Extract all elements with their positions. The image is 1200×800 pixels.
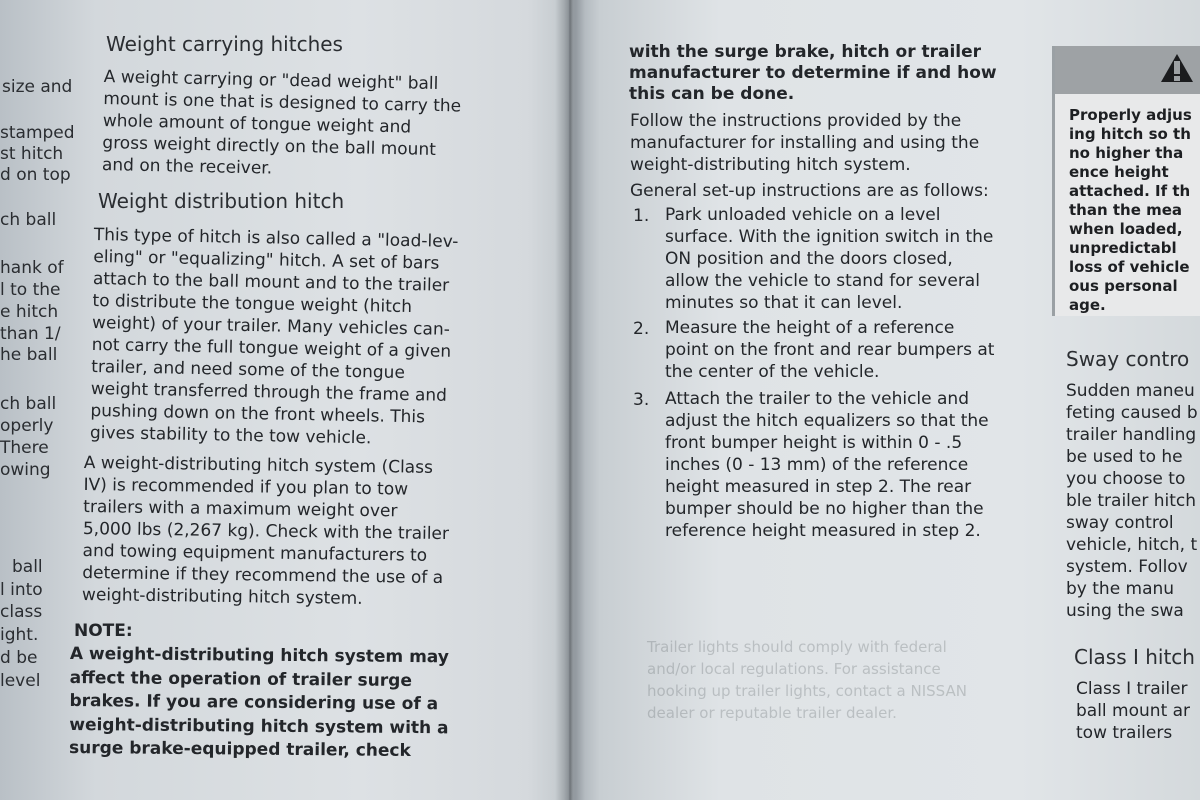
text-line: and/or local regulations. For assistance: [647, 660, 941, 678]
text-line: tow trailers: [1076, 723, 1173, 743]
step-number: 2.: [633, 319, 650, 339]
margin-fragment: stamped: [0, 123, 75, 143]
text-line: 5,000 lbs (2,267 kg). Check with the trailer: [82, 518, 450, 545]
text-line: surface. With the ignition switch in the: [665, 227, 994, 247]
text-line: height measured in step 2. The rear: [665, 477, 972, 497]
text-line: adjust the hitch equalizers so that the: [665, 411, 989, 431]
text-line: inches (0 - 13 mm) of the reference: [665, 455, 969, 475]
step-number: 1.: [633, 206, 650, 226]
text-line: Measure the height of a reference: [665, 318, 955, 338]
text-line: whole amount of tongue weight and: [102, 110, 412, 138]
text-line: A weight-distributing hitch system (Class: [83, 452, 434, 478]
text-line: weight-distributing hitch system.: [630, 155, 911, 175]
margin-fragment: than 1/: [0, 324, 61, 344]
text-line: Class I trailer: [1076, 679, 1188, 699]
warning-box: [1052, 46, 1200, 316]
text-line: loss of vehicle: [1069, 258, 1190, 276]
text-line: the center of the vehicle.: [665, 362, 880, 382]
text-line: bumper should be no higher than the: [665, 499, 984, 519]
step-text: [665, 317, 994, 383]
text-line: sway control: [1066, 513, 1174, 533]
margin-fragment: d on top: [0, 165, 71, 185]
text-line: no higher tha: [1069, 144, 1184, 162]
text-line: weight) of your trailer. Many vehicles can-: [91, 312, 451, 340]
text-line: reference height measured in step 2.: [665, 521, 981, 541]
text-line: you choose to: [1066, 469, 1186, 489]
margin-fragment: ch ball: [0, 210, 57, 230]
section-heading: Class I hitch: [1074, 645, 1195, 669]
margin-fragment: operly: [0, 416, 54, 436]
text-line: weight transferred through the frame and: [90, 378, 448, 406]
text-line: attach to the ball mount and to the trailer: [92, 268, 450, 296]
bleed-through-text: [647, 636, 967, 724]
text-line: dealer or reputable trailer dealer.: [647, 704, 897, 722]
step-text: [665, 204, 993, 314]
left-page: [0, 0, 565, 800]
text-line: gives stability to the tow vehicle.: [89, 422, 372, 449]
margin-fragment: level: [0, 671, 41, 691]
text-line: surge brake-equipped trailer, check: [68, 737, 411, 761]
margin-fragment: ball: [12, 557, 43, 577]
paragraph: [1076, 678, 1190, 744]
margin-fragment: e hitch: [0, 302, 59, 322]
text-line: trailer handling: [1066, 425, 1197, 445]
text-line: than the mea: [1069, 201, 1183, 219]
margin-fragment: hank of: [0, 258, 64, 278]
text-line: and towing equipment manufacturers to: [82, 540, 428, 566]
text-line: IV) is recommended if you plan to tow: [83, 474, 409, 500]
margin-fragment: st hitch: [0, 144, 64, 164]
note-label: NOTE:: [74, 621, 133, 641]
text-line: gross weight directly on the ball mount: [102, 132, 437, 160]
text-line: eling" or "equalizing" hitch. A set of bars: [93, 246, 440, 274]
text-line: A weight carrying or "dead weight" ball: [103, 66, 439, 95]
text-line: weight-distributing hitch system with a: [69, 714, 449, 738]
step-number: 3.: [633, 390, 650, 410]
section-heading: Weight carrying hitches: [106, 32, 343, 56]
margin-fragment: l to the: [0, 280, 61, 300]
margin-fragment: class: [0, 602, 43, 622]
text-line: age.: [1069, 296, 1106, 314]
text-line: ball mount ar: [1076, 701, 1191, 721]
text-line: unpredictabl: [1069, 239, 1177, 257]
text-line: when loaded,: [1069, 220, 1183, 238]
text-line: ence height: [1069, 163, 1169, 181]
margin-fragment: l into: [0, 580, 43, 600]
text-line: Properly adjus: [1069, 106, 1192, 124]
note-text: [69, 643, 449, 764]
text-line: ON position and the doors closed,: [665, 249, 953, 269]
text-line: A weight-distributing hitch system may: [69, 643, 449, 668]
margin-fragment: d be: [0, 648, 38, 668]
text-line: ous personal: [1069, 277, 1178, 295]
text-line: to distribute the tongue weight (hitch: [92, 290, 413, 318]
text-line: front bumper height is within 0 - .5: [665, 433, 963, 453]
continued-bold-text: [629, 42, 997, 105]
warning-text: [1069, 106, 1192, 315]
text-line: feting caused b: [1066, 403, 1198, 423]
text-line: manufacturer to determine if and how: [629, 63, 997, 83]
text-line: determine if they recommend the use of a: [82, 562, 444, 589]
section-heading: Sway contro: [1066, 347, 1190, 371]
text-line: by the manu: [1066, 579, 1175, 599]
text-line: manufacturer for installing and using the: [630, 133, 980, 153]
paragraph: [630, 110, 979, 176]
text-line: trailers with a maximum weight over: [83, 496, 398, 522]
text-line: allow the vehicle to stand for several: [665, 271, 980, 291]
paragraph: General set-up instructions are as follows:: [630, 181, 989, 201]
text-line: weight-distributing hitch system.: [81, 584, 363, 609]
text-line: Sudden maneu: [1066, 381, 1195, 401]
text-line: Follow the instructions provided by the: [630, 111, 962, 131]
text-line: mount is one that is designed to carry the: [103, 88, 462, 117]
section-heading: Weight distribution hitch: [98, 189, 345, 213]
text-line: with the surge brake, hitch or trailer: [629, 42, 982, 62]
text-line: Trailer lights should comply with federal: [647, 638, 947, 656]
text-line: ble trailer hitch: [1066, 491, 1197, 511]
text-line: minutes so that it can level.: [665, 293, 903, 313]
paragraph: [1066, 380, 1198, 622]
paragraph: [82, 452, 450, 611]
step-text: [665, 388, 989, 542]
text-line: Attach the trailer to the vehicle and: [665, 389, 969, 409]
margin-fragment: There: [0, 438, 49, 458]
text-line: trailer, and need some of the tongue: [91, 356, 406, 383]
text-line: hooking up trailer lights, contact a NISSAN: [647, 682, 967, 700]
text-line: not carry the full tongue weight of a given: [91, 334, 452, 362]
margin-fragment: size and: [2, 77, 73, 97]
margin-fragment: owing: [0, 460, 51, 480]
text-line: using the swa: [1066, 601, 1184, 621]
text-line: be used to he: [1066, 447, 1183, 467]
margin-fragment: ch ball: [0, 394, 57, 414]
paragraph: [102, 66, 462, 183]
text-line: affect the operation of trailer surge: [69, 667, 413, 691]
margin-fragment: he ball: [0, 345, 58, 365]
text-line: this can be done.: [629, 84, 795, 104]
text-line: point on the front and rear bumpers at: [665, 340, 995, 360]
text-line: ing hitch so th: [1069, 125, 1191, 143]
text-line: and on the receiver.: [101, 154, 273, 179]
text-line: vehicle, hitch, t: [1066, 535, 1198, 555]
paragraph: [90, 224, 459, 451]
warning-triangle-icon: [1161, 54, 1193, 82]
text-line: attached. If th: [1069, 182, 1191, 200]
text-line: This type of hitch is also called a "load-lev-: [93, 224, 459, 252]
margin-fragment: ight.: [0, 625, 39, 645]
text-line: Park unloaded vehicle on a level: [665, 205, 941, 225]
warning-header: [1055, 46, 1200, 94]
text-line: brakes. If you are considering use of a: [69, 690, 439, 715]
text-line: system. Follov: [1066, 557, 1188, 577]
text-line: pushing down on the front wheels. This: [90, 400, 426, 428]
